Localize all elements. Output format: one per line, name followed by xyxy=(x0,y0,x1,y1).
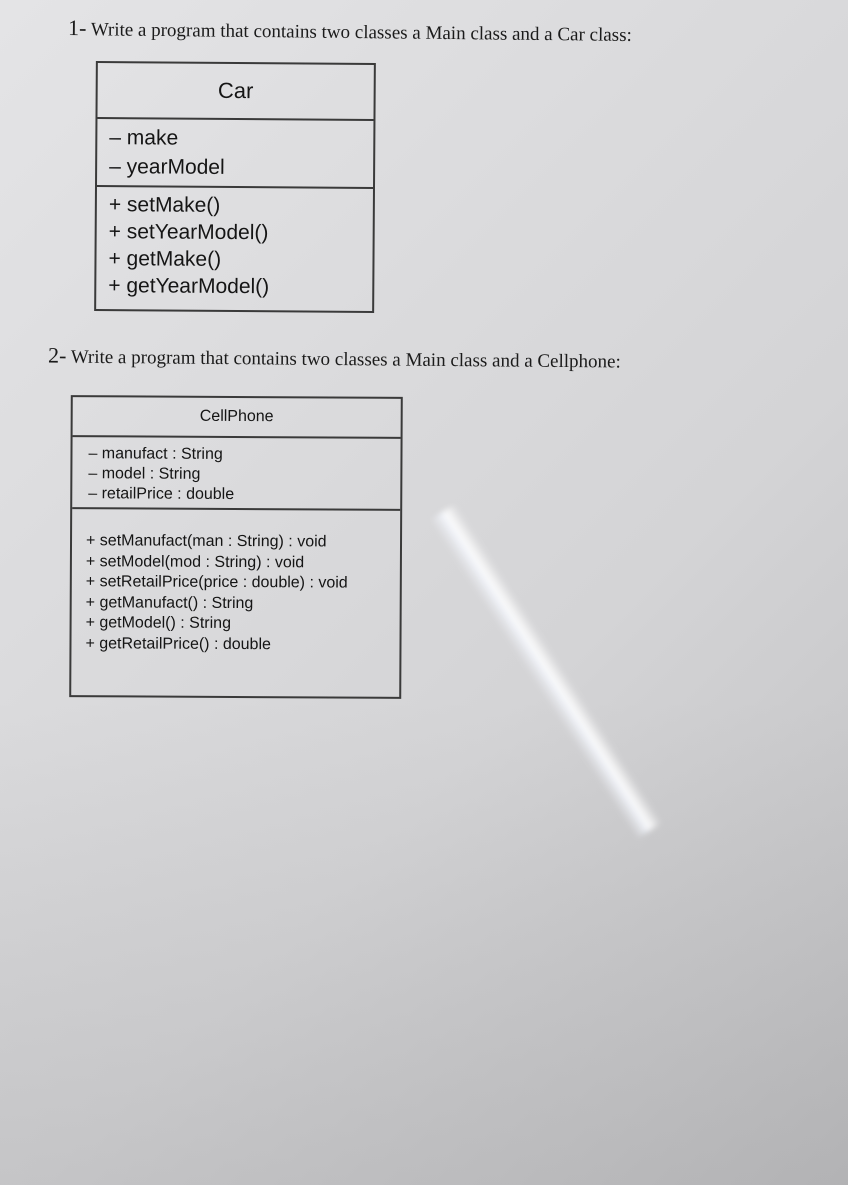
cellphone-attribute-model: – model : String xyxy=(88,465,201,483)
car-attribute-yearmodel: – yearModel xyxy=(109,155,225,179)
question-1-number: 1- xyxy=(67,15,87,41)
cellphone-attribute-manufact: – manufact : String xyxy=(88,445,223,463)
question-2-number: 2- xyxy=(47,342,67,368)
car-operation-getyearmodel: + getYearModel() xyxy=(108,274,270,299)
car-class-name: Car xyxy=(97,63,373,121)
car-operation-setmake: + setMake() xyxy=(108,193,221,217)
cellphone-operation-setmanufact: + setManufact(man : String) : void xyxy=(85,532,327,551)
car-operation-setyearmodel: + setYearModel() xyxy=(108,220,269,245)
light-glare xyxy=(430,504,662,839)
cellphone-class-operations xyxy=(71,509,400,656)
cellphone-operation-getmodel: + getModel() : String xyxy=(85,614,232,632)
question-2 xyxy=(48,343,621,374)
cellphone-class-attributes xyxy=(72,437,400,511)
cellphone-operation-getretailprice: + getRetailPrice() : double xyxy=(85,634,271,653)
question-1-text: Write a program that contains two classes a Main class and a Car class: xyxy=(90,19,632,46)
lower-shadow xyxy=(0,700,848,1185)
cellphone-class-diagram xyxy=(69,395,403,699)
car-class-operations xyxy=(96,187,373,301)
car-class-diagram xyxy=(94,61,376,313)
question-1 xyxy=(68,15,632,47)
cellphone-class-name: CellPhone xyxy=(73,397,401,439)
cellphone-operation-setmodel: + setModel(mod : String) : void xyxy=(85,552,305,571)
question-2-text: Write a program that contains two classes a Main class and a Cellphone: xyxy=(70,346,621,373)
car-attribute-make: – make xyxy=(109,126,179,150)
car-operation-getmake: + getMake() xyxy=(108,247,222,271)
cellphone-operation-setretailprice: + setRetailPrice(price : double) : void xyxy=(85,573,348,592)
car-class-attributes xyxy=(97,119,373,189)
cellphone-operation-getmanufact: + getManufact() : String xyxy=(85,593,254,612)
cellphone-attribute-retailprice: – retailPrice : double xyxy=(88,485,235,503)
